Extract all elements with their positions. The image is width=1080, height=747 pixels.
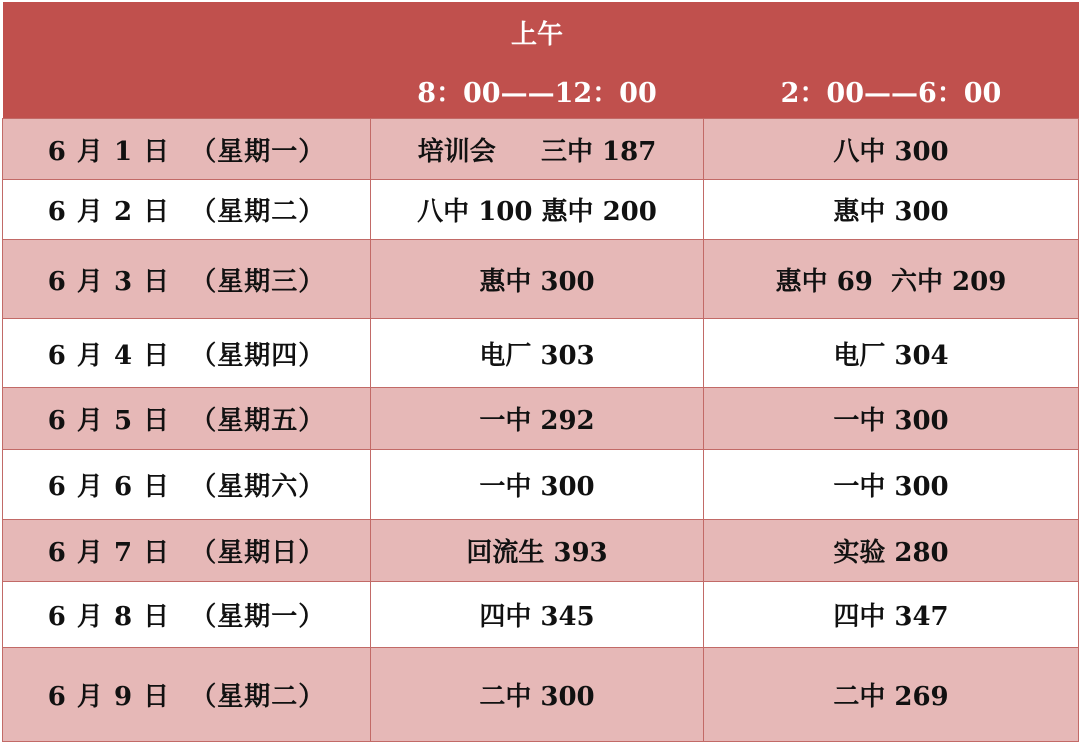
header-row-time [3,62,1079,119]
header-period-morning: 上午 [371,2,704,62]
table-header [3,2,1079,119]
table-body [3,119,1079,742]
date-cell: 6 月 6 日 （星期六） [3,450,371,520]
header-period-afternoon [704,2,1079,62]
afternoon-cell: 四中 347 [704,582,1079,648]
date-cell: 6 月 3 日 （星期三） [3,240,371,319]
header-corner-cell-2 [3,62,371,119]
date-cell: 6 月 1 日 （星期一） [3,119,371,180]
afternoon-cell: 二中 269 [704,648,1079,742]
afternoon-cell: 惠中 300 [704,180,1079,240]
date-cell: 6 月 5 日 （星期五） [3,388,371,450]
header-time-afternoon: 2：00——6：00 [704,62,1079,119]
morning-cell: 培训会 三中 187 [371,119,704,180]
afternoon-cell: 电厂 304 [704,319,1079,388]
date-cell: 6 月 9 日 （星期二） [3,648,371,742]
table-row [3,450,1079,520]
table-row [3,582,1079,648]
date-cell: 6 月 8 日 （星期一） [3,582,371,648]
date-cell: 6 月 2 日 （星期二） [3,180,371,240]
afternoon-cell: 八中 300 [704,119,1079,180]
table-row [3,319,1079,388]
header-corner-cell [3,2,371,62]
afternoon-cell: 一中 300 [704,450,1079,520]
table-row [3,520,1079,582]
morning-cell: 四中 345 [371,582,704,648]
table-row [3,119,1079,180]
table-row [3,240,1079,319]
morning-cell: 八中 100 惠中 200 [371,180,704,240]
table-row [3,180,1079,240]
afternoon-cell: 实验 280 [704,520,1079,582]
morning-cell: 惠中 300 [371,240,704,319]
table-row [3,388,1079,450]
header-row-period [3,2,1079,62]
morning-cell: 一中 300 [371,450,704,520]
date-cell: 6 月 4 日 （星期四） [3,319,371,388]
morning-cell: 二中 300 [371,648,704,742]
morning-cell: 回流生 393 [371,520,704,582]
morning-cell: 电厂 303 [371,319,704,388]
afternoon-cell: 惠中 69 六中 209 [704,240,1079,319]
header-time-morning: 8：00——12：00 [371,62,704,119]
morning-cell: 一中 292 [371,388,704,450]
date-cell: 6 月 7 日 （星期日） [3,520,371,582]
afternoon-cell: 一中 300 [704,388,1079,450]
schedule-table [2,2,1079,742]
table-row [3,648,1079,742]
